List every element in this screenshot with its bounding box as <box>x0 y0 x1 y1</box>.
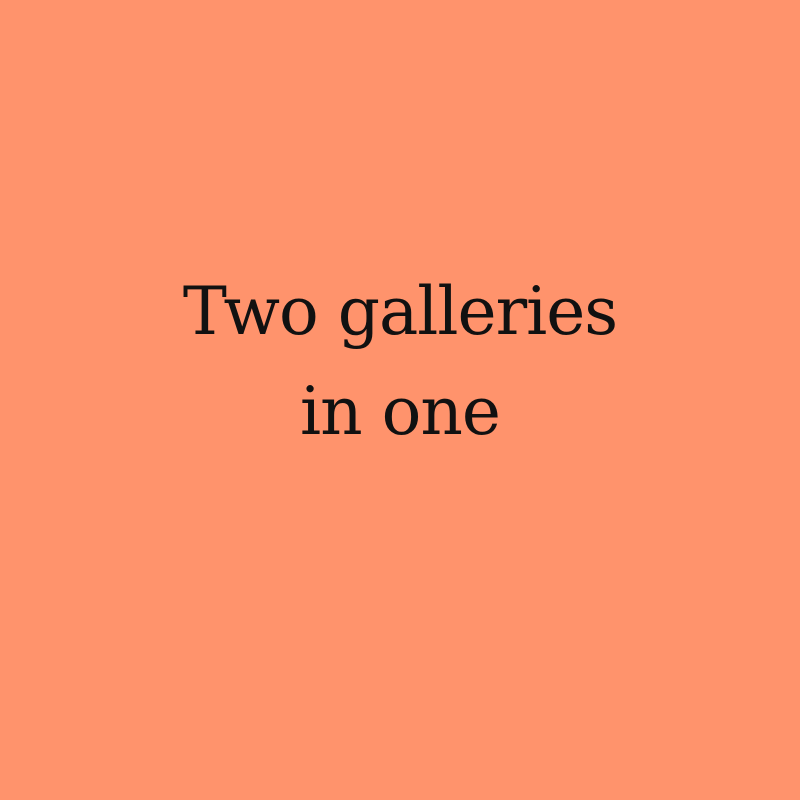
headline <box>0 262 800 462</box>
headline-line-1: Two galleries <box>182 273 618 350</box>
headline-line-2: in one <box>300 373 500 450</box>
